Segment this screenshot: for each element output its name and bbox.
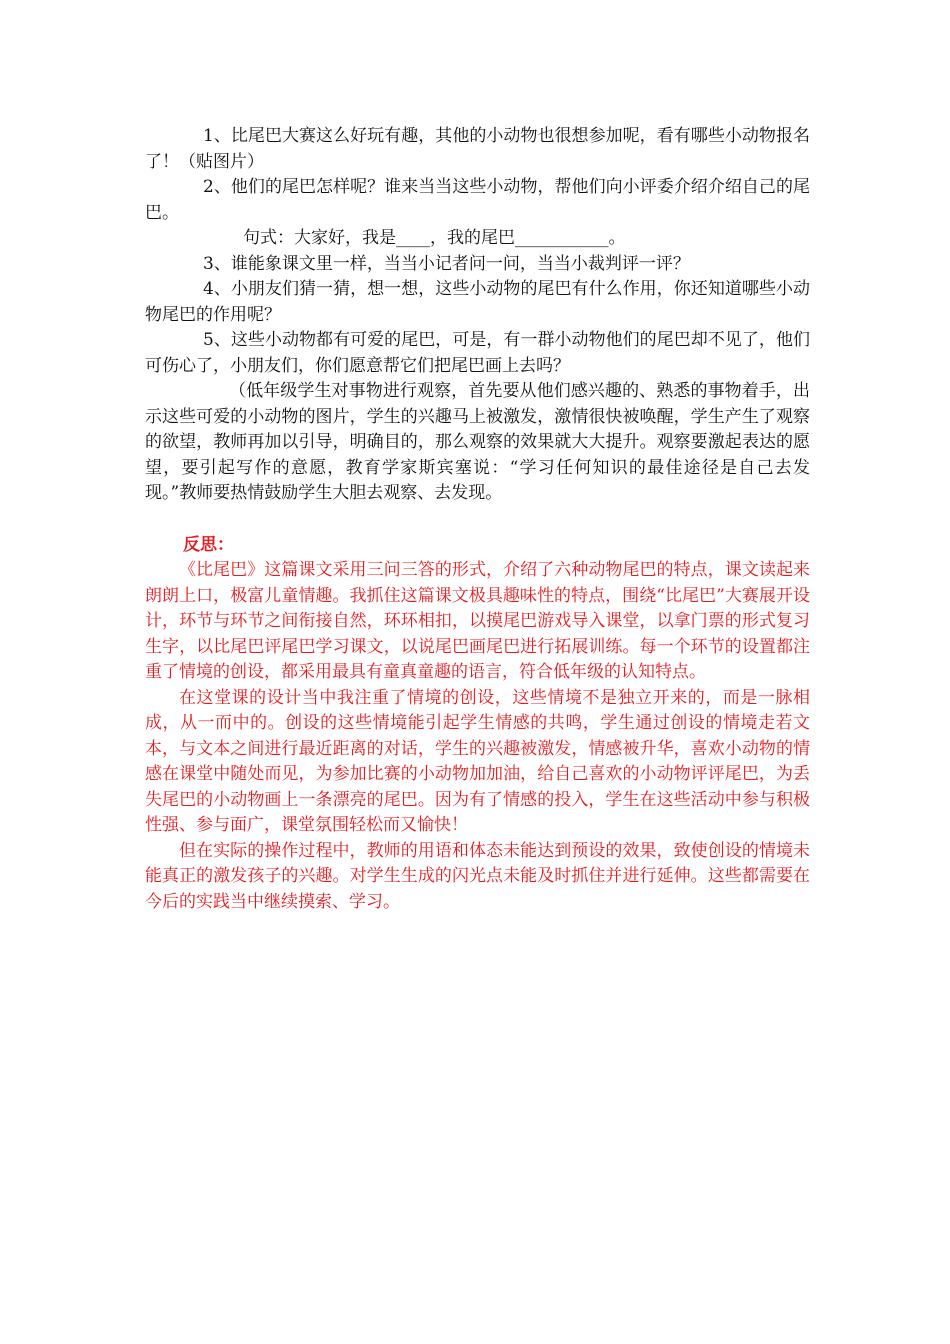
reflection-paragraph-3: 但在实际的操作过程中，教师的用语和体态未能达到预设的效果，致使创设的情境未能真正的激发孩子的兴趣。对学生生成的闪光点未能及时抓住并进行延伸。这些都需要在今后的实践当中继续摸索、学习。 — [145, 840, 810, 912]
reflection-paragraph-1: 《比尾巴》这篇课文采用三问三答的形式，介绍了六种动物尾巴的特点，课文读起来朗朗上口，极富儿童情趣。我抓住这篇课文极具趣味性的特点，围绕“比尾巴”大赛展开设计，环节与环节之间衔接自然，环环相扣，以摸尾巴游戏导入课堂，以拿门票的形式复习生字，以比尾巴评尾巴学习课文，以说尾巴画尾巴进行拓展训练。每一个环节的设置都注重了情境的创设，都采用最具有童真童趣的语言，符合低年级的认知特点。 — [145, 560, 810, 682]
activity-3: 3、谁能象课文里一样，当当小记者问一问，当当小裁判评一评？ — [203, 253, 690, 274]
reflection-paragraph-2: 在这堂课的设计当中我注重了情境的创设，这些情境不是独立开来的，而是一脉相成，从一而中的。创设的这些情境能引起学生情感的共鸣，学生通过创设的情境走若文本，与文本之间进行最近距离的对话，学生的兴趣被激发，情感被升华，喜欢小动物的情感在课堂中随处而见，为参加比赛的小动物加加油，给自己喜欢的小动物评评尾巴，为丢失尾巴的小动物画上一条漂亮的尾巴。因为有了情感的投入，学生在这些活动中参与积极性强、参与面广，课堂氛围轻松而又愉快！ — [145, 687, 810, 835]
activity-5: 5、这些小动物都有可爱的尾巴，可是，有一群小动物他们的尾巴却不见了，他们可伤心了，小朋友们，你们愿意帮它们把尾巴画上去吗？ — [145, 330, 810, 376]
activity-2: 2、他们的尾巴怎样呢？谁来当当这些小动物，帮他们向小评委介绍介绍自己的尾巴。 — [145, 177, 810, 223]
section-spacer — [145, 507, 810, 533]
activity-4: 4、小朋友们猜一猜，想一想，这些小动物的尾巴有什么作用，你还知道哪些小动物尾巴的作用呢？ — [145, 279, 810, 325]
document-page — [145, 124, 810, 915]
teaching-note: （低年级学生对事物进行观察，首先要从他们感兴趣的、熟悉的事物着手，出示这些可爱的小动物的图片，学生的兴趣马上被激发，激情很快被唤醒，学生产生了观察的欲望，教师再加以引导，明确目的，那么观察的效果就大大提升。观察要激起表达的愿望，要引起写作的意愿，教育学家斯宾塞说：“学习任何知识的最佳途径是自己去发现。”教师要热情鼓励学生大胆去观察、去发现。 — [145, 381, 810, 503]
activity-1: 1、比尾巴大赛这么好玩有趣，其他的小动物也很想参加呢，看有哪些小动物报名了！（贴图片） — [145, 126, 810, 172]
reflection-heading: 反思： — [183, 534, 234, 555]
sentence-pattern: 句式：大家好，我是____，我的尾巴___________。 — [243, 228, 626, 248]
